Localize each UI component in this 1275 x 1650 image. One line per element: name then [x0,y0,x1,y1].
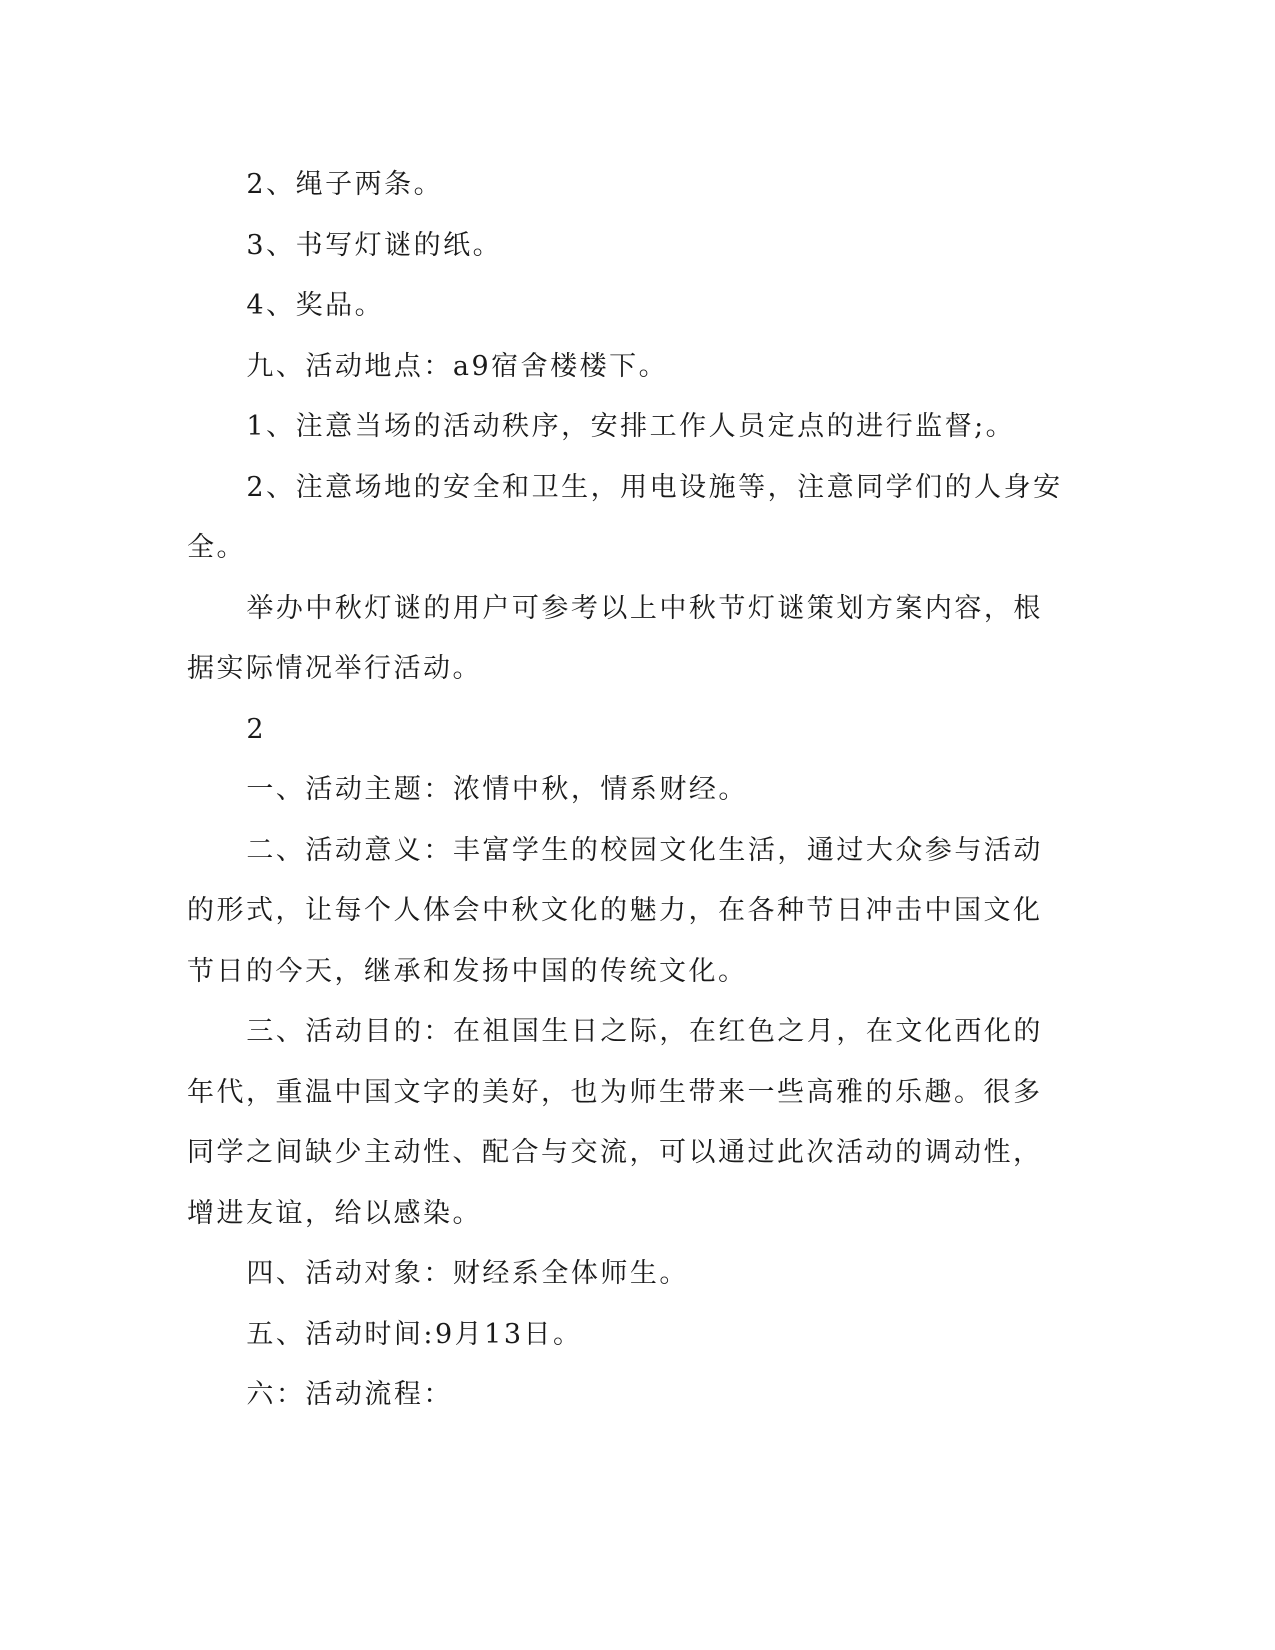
document-body [187,155,1067,1426]
section-venue: 九、活动地点：a9宿舍楼楼下。 [246,350,669,382]
section-time: 五、活动时间:9月13日。 [246,1318,583,1350]
section-theme: 一、活动主题：浓情中秋，情系财经。 [246,774,748,805]
closing-paragraph: 举办中秋灯谜的用户可参考以上中秋节灯谜策划方案内容，根据实际情况举行活动。 [187,592,1043,684]
section-process: 六：活动流程： [246,1379,453,1410]
list-item-rope: 2、绳子两条。 [246,169,444,200]
list-item-prizes: 4、奖品。 [246,290,385,321]
list-item-riddle-paper: 3、书写灯谜的纸。 [246,229,503,261]
section-purpose: 三、活动目的：在祖国生日之际，在红色之月，在文化西化的年代，重温中国文字的美好，也为师生带来一些高雅的乐趣。很多同学之间缺少主动性、配合与交流，可以通过此次活动的调动性，增进友谊，给以感染。 [187,1016,1043,1229]
section-audience: 四、活动对象：财经系全体师生。 [246,1258,689,1289]
note-safety: 2、注意场地的安全和卫生，用电设施等，注意同学们的人身安全。 [187,471,1063,563]
section-significance: 二、活动意义：丰富学生的校园文化生活，通过大众参与活动的形式，让每个人体会中秋文化的魅力，在各种节日冲击中国文化节日的今天，继承和发扬中国的传统文化。 [187,834,1043,987]
section-number-2: 2 [246,713,267,745]
note-order: 1、注意当场的活动秩序，安排工作人员定点的进行监督;。 [246,411,1016,442]
